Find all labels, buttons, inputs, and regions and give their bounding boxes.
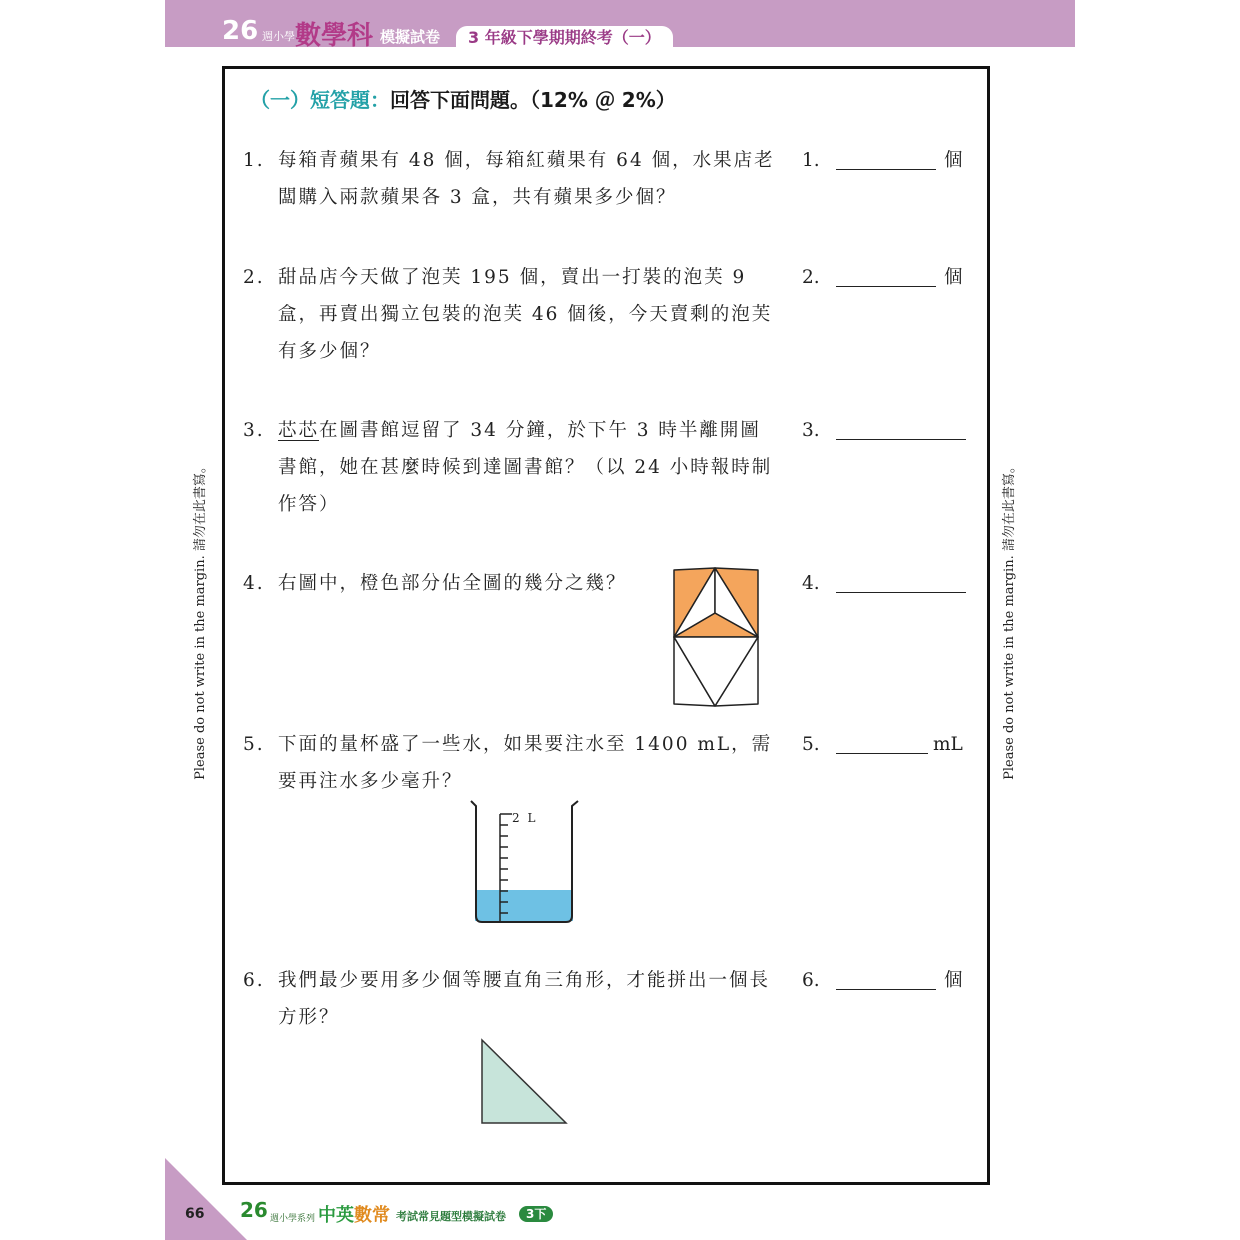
footer-subtitle: 考試常見題型模擬試卷 <box>396 1210 506 1223</box>
section-marker: （一） <box>250 88 310 112</box>
question-number: 1. <box>243 150 265 171</box>
footer-brand-number: 26 <box>240 1198 268 1222</box>
footer-title-part-1: 中英 <box>318 1205 354 1226</box>
answer-unit: 個 <box>944 267 963 288</box>
answer-blank[interactable] <box>836 753 928 754</box>
measuring-beaker <box>470 800 582 926</box>
answer-blank[interactable] <box>836 989 936 990</box>
margin-note-right: Please do not write in the margin. 請勿在此書寫。 <box>1002 460 1017 780</box>
answer-blank[interactable] <box>836 286 936 287</box>
question-text: 下面的量杯盛了一些水，如果要注水至 1400 mL，需要再注水多少毫升？ <box>278 734 773 792</box>
paper-type: 模擬試卷 <box>380 28 441 46</box>
exam-label: 3 年級下學期期終考（一） <box>456 26 673 48</box>
answer-number: 2. <box>802 267 820 288</box>
question-number: 3. <box>243 420 265 441</box>
section-title <box>250 84 676 113</box>
hexagon-figure <box>672 566 760 708</box>
answer-blank[interactable] <box>836 169 936 170</box>
question-text: 右圖中，橙色部分佔全圖的幾分之幾？ <box>278 573 627 594</box>
footer-title <box>318 1201 390 1227</box>
section-instruction: 回答下面問題。（12% ＠ 2%） <box>390 88 676 112</box>
subject-title: 數學科 <box>295 21 374 51</box>
brand-small-text: 週小學 <box>262 30 295 43</box>
answer-number: 3. <box>802 420 820 441</box>
page-number: 66 <box>185 1206 205 1222</box>
question-number: 6. <box>243 970 265 991</box>
isosceles-right-triangle <box>480 1038 570 1126</box>
answer-blank[interactable] <box>836 439 966 440</box>
page-corner <box>165 1158 247 1240</box>
answer-number: 5. <box>802 734 820 755</box>
answer-unit: mL <box>933 734 963 755</box>
answer-number: 1. <box>802 150 820 171</box>
triangle-shape <box>482 1040 566 1123</box>
person-name: 芯芯 <box>278 420 320 441</box>
capacity-label: 2 L <box>512 811 538 825</box>
footer-series: 週小學系列 <box>270 1214 316 1224</box>
answer-number: 4. <box>802 573 820 594</box>
water-level <box>475 890 573 921</box>
section-type: 短答題： <box>310 88 390 112</box>
question-number: 5. <box>243 734 265 755</box>
answer-unit: 個 <box>944 150 963 171</box>
answer-number: 6. <box>802 970 820 991</box>
answer-blank[interactable] <box>836 592 966 593</box>
question-number: 4. <box>243 573 265 594</box>
question-text <box>278 412 778 523</box>
question-text: 甜品店今天做了泡芙 195 個，賣出一打裝的泡芙 9 盒，再賣出獨立包裝的泡芙 46 個後，今天賣剩的泡芙有多少個？ <box>278 267 773 362</box>
margin-note-left: Please do not write in the margin. 請勿在此書寫。 <box>193 460 208 780</box>
question-text: 每箱青蘋果有 48 個，每箱紅蘋果有 64 個，水果店老闆購入兩款蘋果各 3 盒，共有蘋果多少個？ <box>278 150 775 208</box>
footer-grade-badge: 3下 <box>519 1206 553 1222</box>
question-number: 2. <box>243 267 265 288</box>
question-body: 在圖書館逗留了 34 分鐘，於下午 3 時半離開圖書館，她在甚麼時候到達圖書館？（以 24 小時報時制作答） <box>278 420 773 515</box>
footer-title-part-2: 數常 <box>354 1205 390 1226</box>
question-text: 我們最少要用多少個等腰直角三角形，才能拼出一個長方形？ <box>278 970 771 1028</box>
brand-number: 26 <box>222 16 259 46</box>
answer-unit: 個 <box>944 970 963 991</box>
